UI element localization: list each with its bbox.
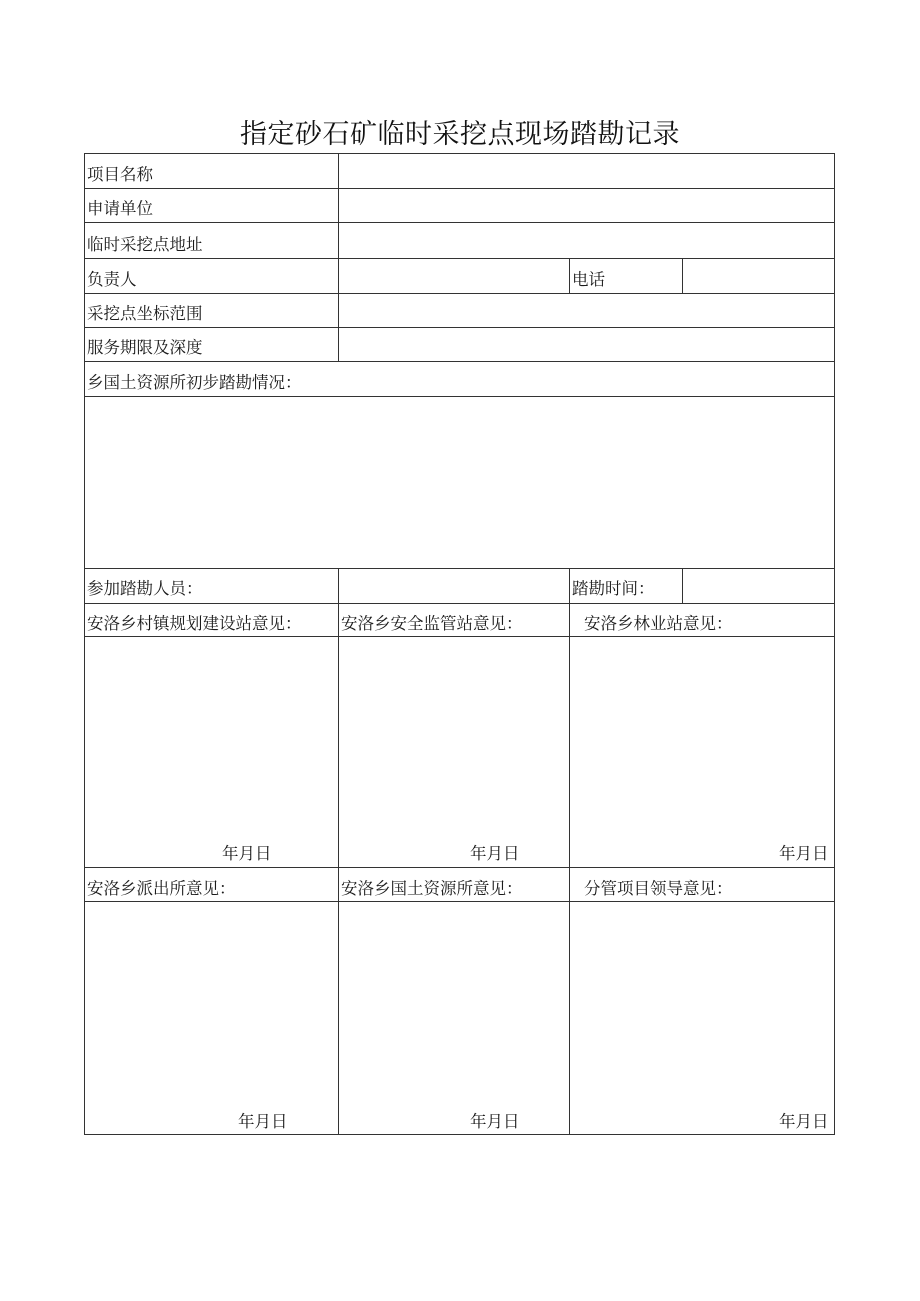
page-title: 指定砂石矿临时采挖点现场踏勘记录 [240,119,680,150]
participants-label: 参加踏勘人员： [87,579,203,598]
police-opinion-label: 安洛乡派出所意见： [87,879,236,898]
planning-opinion-label: 安洛乡村镇规划建设站意见： [87,614,302,633]
police-opinion-area[interactable] [85,902,338,1134]
forestry-date: 年月日 [779,844,829,863]
service-period-depth-label: 服务期限及深度 [87,338,203,357]
applicant-field[interactable] [339,189,834,222]
preliminary-survey-label: 乡国土资源所初步踏勘情况： [87,373,302,392]
project-name-label: 项目名称 [87,165,153,184]
site-address-label: 临时采挖点地址 [87,235,203,254]
leader-opinion-label: 分管项目领导意见： [584,879,733,898]
land-opinion-area[interactable] [339,902,569,1134]
coordinates-label: 采挖点坐标范围 [87,304,203,323]
participants-field[interactable] [339,569,569,603]
safety-date: 年月日 [470,844,520,863]
person-in-charge-label: 负责人 [87,270,137,289]
forestry-opinion-label: 安洛乡林业站意见： [584,614,733,633]
forestry-opinion-area[interactable] [570,637,834,867]
police-date: 年月日 [238,1112,288,1131]
safety-opinion-label: 安洛乡安全监管站意见： [341,614,523,633]
leader-date: 年月日 [779,1112,829,1131]
phone-field[interactable] [683,259,834,293]
survey-time-field[interactable] [683,569,834,603]
preliminary-survey-area[interactable] [85,397,834,568]
person-in-charge-field[interactable] [339,259,569,293]
project-name-field[interactable] [339,154,834,188]
safety-opinion-area[interactable] [339,637,569,867]
survey-time-label: 踏勘时间： [572,579,655,598]
planning-opinion-area[interactable] [85,637,338,867]
land-date: 年月日 [470,1112,520,1131]
land-opinion-label: 安洛乡国土资源所意见： [341,879,523,898]
coordinates-field[interactable] [339,294,834,327]
leader-opinion-area[interactable] [570,902,834,1134]
site-address-field[interactable] [339,223,834,258]
service-period-depth-field[interactable] [339,328,834,361]
phone-label: 电话 [572,270,605,289]
planning-date: 年月日 [222,844,272,863]
applicant-label: 申请单位 [87,199,153,218]
